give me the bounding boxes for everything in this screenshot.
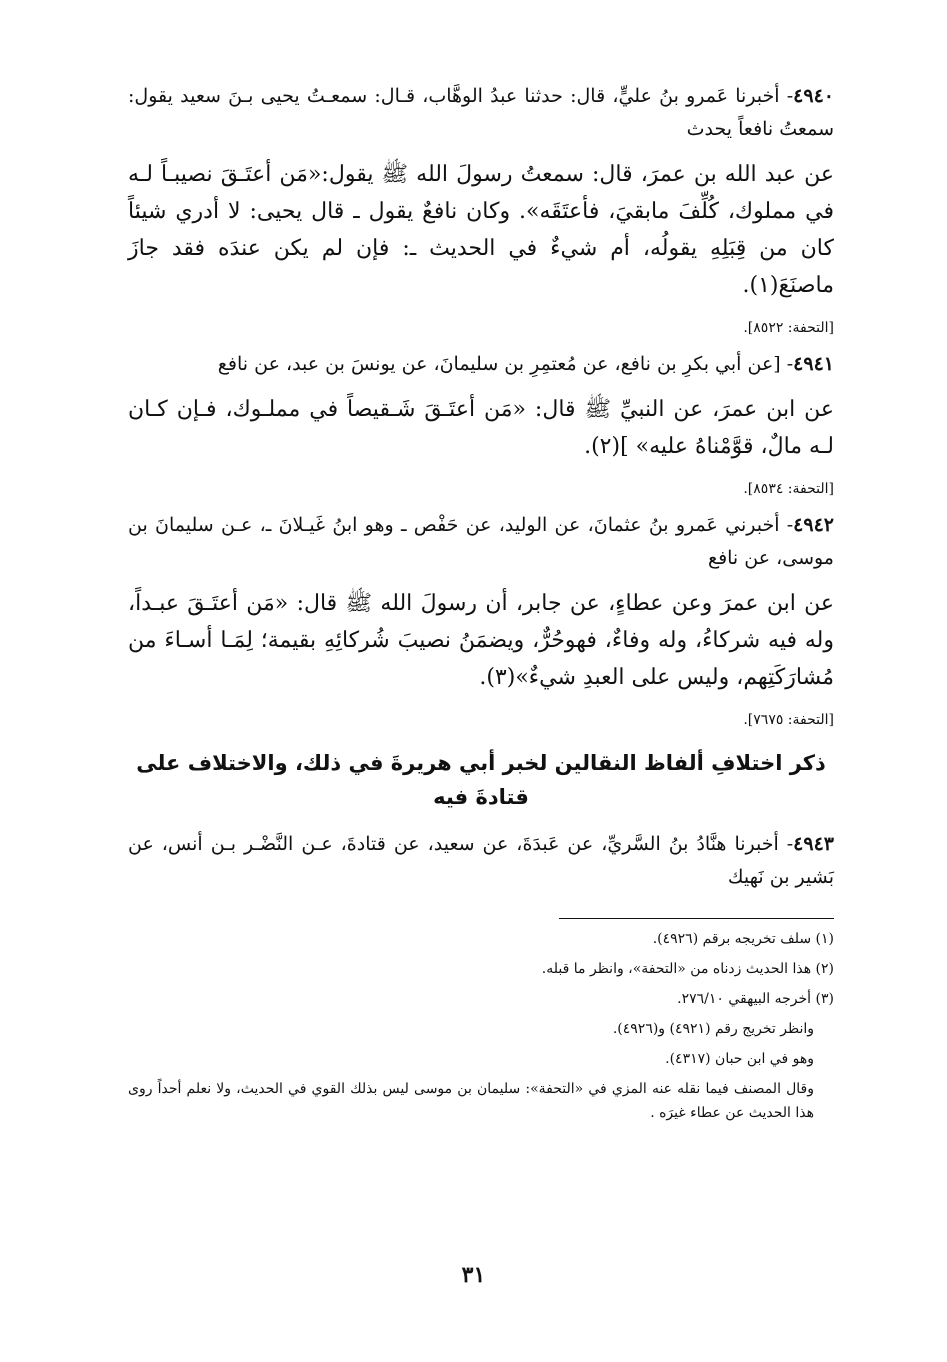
hadith-text: عن عبد الله بن عمرَ، قال: سمعتُ رسولَ الله ﷺ يقول:«مَن أعتَـقَ نصيبـاً لـه في مملوك، كُلِّفَ مابقيَ، فأعتَقَه». وكان نافعٌ يقول ـ قال يحيى: لا أدري شيئاً كان من قِبَلِهِ يقولُه، أم شيءٌ في الحديث ـ: فإن لم يكن عندَه فقد جازَ ماصنَعَ(١). <box>128 162 834 298</box>
hadith-chain <box>128 509 834 575</box>
hadith-text: عن ابن عمرَ، عن النبيِّ ﷺ قال: «مَن أعتَـقَ شَـقيصاً في مملـوك، فـإن كـان لـه مالٌ، قوَّمْناهُ عليه» ](٢). <box>128 397 834 459</box>
chain-text: - أخبرنا هنَّادُ بنُ السَّريِّ، عن عَبدَةَ، عن سعيد، عن قتادةَ، عـن النَّضْـر بـن أنس، عن بَشير بن نَهيك <box>128 833 834 888</box>
footnote: (١) سلف تخريجه برقم (٤٩٢٦). <box>652 931 834 947</box>
footnote: (٢) هذا الحديث زدناه من «التحفة»، وانظر ما قبله. <box>541 961 834 977</box>
tuhfa-reference: [التحفة: ٨٥٣٤]. <box>743 481 834 497</box>
hadith-number: ٤٩٤٢ <box>793 514 834 536</box>
tuhfa-reference: [التحفة: ٧٦٧٥]. <box>743 712 834 728</box>
hadith-number: ٤٩٤١ <box>793 353 834 375</box>
page-body <box>128 80 834 1131</box>
page-number: ٣١ <box>461 1262 486 1288</box>
tuhfa-reference: [التحفة: ٨٥٢٢]. <box>743 320 834 336</box>
footnote-continuation: وقال المصنف فيما نقله عنه المزي في «التحفة»: سليمان بن موسى ليس بذلك القوي في الحديث، ولا نعلم أحداً روى هذا الحديث عن عطاء غيرَه . <box>128 1081 814 1121</box>
hadith-number: ٤٩٤٠ <box>793 85 834 107</box>
hadith-chain <box>128 828 834 894</box>
hadith-chain <box>128 80 834 146</box>
chain-text: - أخبرني عَمرو بنُ عثمانَ، عن الوليد، عن حَفْص ـ وهو ابنُ غَيـلانَ ـ، عـن سليمانَ بن موسى، عن نافع <box>128 514 834 569</box>
footnote-divider <box>559 918 834 919</box>
footnote-continuation: وهو في ابن حبان (٤٣١٧). <box>665 1051 814 1067</box>
footnote-continuation: وانظر تخريج رقم (٤٩٢١) و(٤٩٢٦). <box>612 1021 814 1037</box>
hadith-chain <box>128 348 834 381</box>
section-heading: ذكر اختلافِ ألفاظ النقالين لخبر أبي هريرةَ في ذلك، والاختلاف على قتادةَ فيه <box>136 751 826 809</box>
chain-text: - [عن أبي بكرِ بن نافع، عن مُعتمِرِ بن سليمانَ، عن يونسَ بن عبد، عن نافع <box>217 353 794 375</box>
chain-text: - أخبرنا عَمرو بنُ عليٍّ، قال: حدثنا عبدُ الوهَّاب، قـال: سمعـتُ يحيى بـنَ سعيد يقول: سمعتُ نافعاً يحدث <box>128 85 834 140</box>
hadith-number: ٤٩٤٣ <box>793 833 834 855</box>
footnote: (٣) أخرجه البيهقي ٢٧٦/١٠. <box>677 991 834 1007</box>
hadith-text: عن ابن عمرَ وعن عطاءٍ، عن جابر، أن رسولَ الله ﷺ قال: «مَن أعتَـقَ عبـداً، وله فيه شركاءُ، وله وفاءٌ، فهوحُرٌّ، ويضمَنُ نصيبَ شُركائِهِ بقيمة؛ لِمَـا أسـاءَ من مُشارَكَتِهم، وليس على العبدِ شيءٌ»(٣). <box>128 591 834 690</box>
